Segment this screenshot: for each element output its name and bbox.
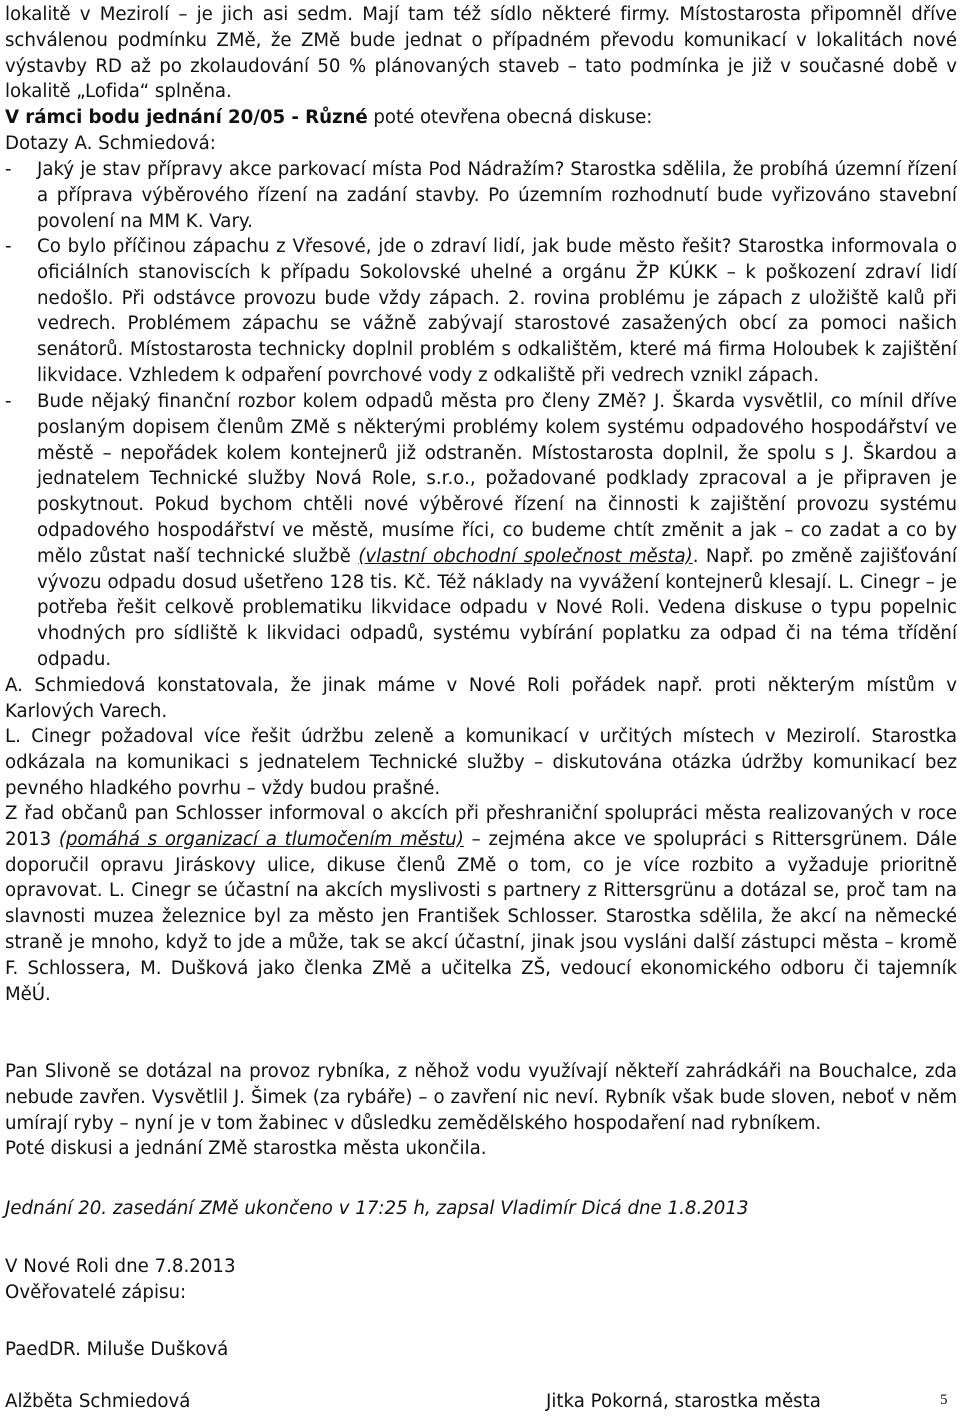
paragraph-intro <box>5 2 957 105</box>
verifier-2: Alžběta Schmiedová <box>5 1391 191 1412</box>
paragraph-cinegr <box>5 724 957 801</box>
paragraph-schmiedova <box>5 673 957 725</box>
paragraph-citizens <box>5 801 957 1007</box>
mayor-signature-line: Jitka Pokorná, starostka města <box>546 1391 821 1412</box>
section-heading-bold: V rámci bodu jednání 20/05 - Různé <box>5 107 368 128</box>
question-text: Co bylo příčinou zápachu z Vřesové, jde o zdraví lidí, jak bude město řešit? <box>37 236 732 257</box>
answer-italic-text: (vlastní obchodní společnost města) <box>358 545 693 567</box>
paragraph-cinegr-text: L. Cinegr požadoval více řešit údržbu zeleně a komunikací v určitých místech v Mezirolí. Starostka odkázala na komunikaci s jednatelem Technické služby – diskutována otázka údržby komunikací bez pevného hladkého povrhu – vždy budou prašné. <box>5 726 957 799</box>
questions-label: Dotazy A. Schmiedová: <box>5 133 216 154</box>
paragraph-slivone <box>5 1059 957 1136</box>
paragraph-end: Poté diskusi a jednání ZMě starostka města ukončila. <box>5 1138 487 1159</box>
list-item <box>5 157 957 234</box>
paragraph-citizens-text-continued: – zejména akce ve spolupráci s Rittersgrünem. Dále doporučil opravu Jiráskovy ulice, dikuse členů ZMě o tom, co je více rozbito a vyžaduje prioritně opravovat. L. Cinegr se účastní na akcích myslivosti s partnery z Rittersgrünu a dotázal se, proč tam na slavnosti muzea železnice byl za město jen František Schlosser. Starostka sdělila, že akcí na německé straně je mnoho, když to jde a může, tak se akcí účastní, jinak jsou vysláni další zástupci města – kromě F. Schlossera, M. Dušková jako členka ZMě a učitelka ZŠ, vedoucí ekonomického odboru či tajemník MěÚ. <box>5 828 957 1005</box>
list-item-text <box>37 234 957 389</box>
question-text: Jaký je stav přípravy akce parkovací místa Pod Nádražím? <box>37 159 565 180</box>
list-item <box>5 234 957 389</box>
question-text: Bude nějaký finanční rozbor kolem odpadů města pro členy ZMě? <box>37 391 647 412</box>
paragraph-intro-text: lokalitě v Mezirolí – je jich asi sedm. Mají tam též sídlo některé firmy. Místostarosta připomněl dříve schválenou podmínku ZMě, že ZMě bude jednat o případném převodu komunikací v lokalitách nové výstavby RD až po zkolaudování 50 % plánovaných staveb – tato podmínka je již v současné době v lokalitě „Lofida“ splněna. <box>5 4 957 103</box>
answer-text: J. Škarda vysvětlil, co mínil dříve poslaným dopisem členům ZMě s některými problémy kolem systému odpadového hospodářství ve městě – nepořádek kolem kontejnerů již odstraněn. Místostarosta doplnil, že spolu s J. Škardou a jednatelem Technické služby Nová Role, s.r.o., požadované podklady zpracoval a je připraven je poskytnout. Pokud bychom chtěli nové výběrové řízení na činnosti k zajištění provozu systému odpadového hospodářství ve městě, musíme říci, co budeme chtít změnit a jak – co zadat a co by mělo zůstat naší technické službě <box>37 391 957 567</box>
bullet-dash: - <box>5 159 12 180</box>
paragraph-slivone-text: Pan Slivoně se dotázal na provoz rybníka, z něhož vodu využívají někteří zahrádkáři na Bouchalce, zda nebude zavřen. Vysvětlil J. Šimek (za rybáře) – o zavření nic neví. Rybník však bude sloven, neboť v něm umírají ryby – nyní je v tom žabinec v důsledku zemědělského hospodaření nad rybníkem. <box>5 1061 957 1134</box>
list-item-text <box>37 157 957 234</box>
answer-text: Starostka sdělila, že probíhá územní řízení a příprava výběrového řízení na zadání stavby. Po územním rozhodnutí bude vyřizováno stavební povolení na MM K. Vary. <box>37 159 958 232</box>
section-heading-rest: poté otevřena obecná diskuse: <box>367 107 653 128</box>
list-item <box>5 389 957 673</box>
answer-text-continued: . Např. po změně zajišťování vývozu odpadu dosud ušetřeno 128 tis. Kč. Též náklady na vyvážení kontejnerů klesají. L. Cinegr – je potřeba řešit celkově problematiku likvidace odpadu v Nové Roli. Vedena diskuse o typu popelnic vhodných pro sídliště k likvidaci odpadů, systému vybírání poplatku za odpad či na téma třídění odpadu. <box>37 545 957 670</box>
closing-statement: Jednání 20. zasedání ZMě ukončeno v 17:25 h, zapsal Vladimír Dicá dne 1.8.2013 <box>5 1198 749 1219</box>
bullet-dash: - <box>5 236 12 257</box>
place-date: V Nové Roli dne 7.8.2013 <box>5 1256 236 1277</box>
paragraph-citizens-italic: (pomáhá s organizací a tlumočením městu) <box>58 828 464 850</box>
paragraph-schmiedova-text: A. Schmiedová konstatovala, že jinak máme v Nové Roli pořádek např. proti některým místům v Karlových Varech. <box>5 675 957 722</box>
list-item-text <box>37 389 957 673</box>
bullet-dash: - <box>5 391 12 412</box>
verifier-1: PaedDR. Miluše Dušková <box>5 1339 229 1360</box>
paragraph-citizens-text: Z řad občanů pan Schlosser informoval o akcích při přeshraniční spolupráci města realizovaných v roce 2013 <box>5 803 957 850</box>
section-heading <box>5 105 957 131</box>
answer-text: Starostka informovala o oficiálních stanoviscích k případu Sokolovské uhelné a orgánu ŽP KÚKK – k poškození zdraví lidí nedošlo. Při odstávce provozu bude vždy zápach. 2. rovina problému je zápach z uložiště kalů při vedrech. Problémem zápachu se vážně zabývají starostové zasažených obcí za pomoci našich senátorů. Místostarosta technicky doplnil problém s odkalištěm, které má firma Holoubek k zajištění likvidace. Vzhledem k odpaření povrchové vody z odkaliště při vedrech vznikl zápach. <box>37 236 958 386</box>
page-number: 5 <box>940 1392 948 1408</box>
verifiers-label: Ověřovatelé zápisu: <box>5 1282 187 1303</box>
